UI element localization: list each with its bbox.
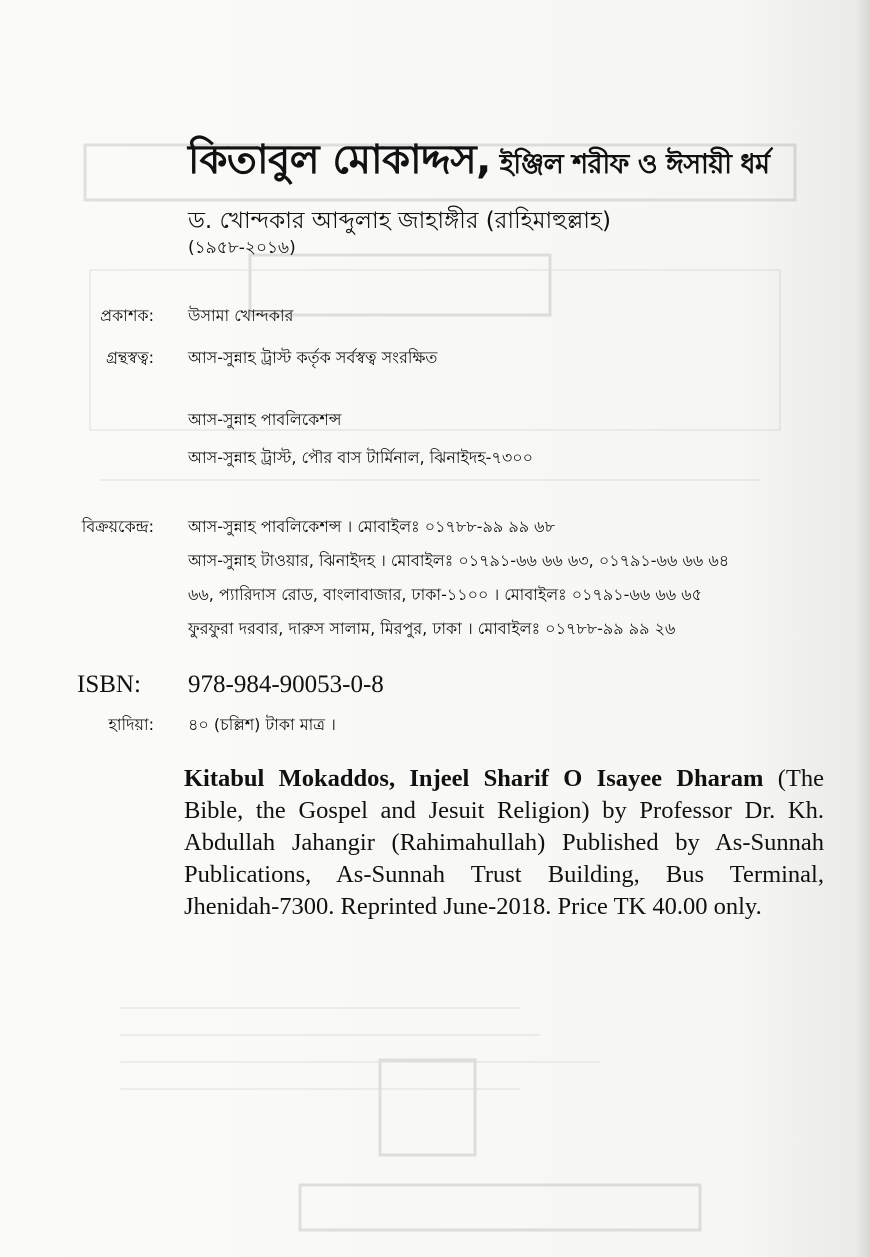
price-value: ৪০ (চল্লিশ) টাকা মাত্র । xyxy=(188,715,336,734)
copyright-value: আস-সুন্নাহ ট্রাস্ট কর্তৃক সর্বস্বত্ব সংরক্ষিত xyxy=(188,348,438,367)
english-colophon xyxy=(184,763,824,923)
sales-line: ৬৬, প্যারিদাস রোড, বাংলাবাজার, ঢাকা-১১০০ । মোবাইলঃ ০১৭৯১-৬৬ ৬৬ ৬৫ xyxy=(188,585,703,604)
isbn-value: 978-984-90053-0-8 xyxy=(188,671,384,698)
author-name: ড. খোন্দকার আব্দুলাহ জাহাঙ্গীর (রাহিমাহুল্লাহ) xyxy=(188,208,611,234)
page-gutter-shadow xyxy=(856,0,870,1257)
publication-address: আস-সুন্নাহ ট্রাস্ট, পৌর বাস টার্মিনাল, ঝিনাইদহ-৭৩০০ xyxy=(188,448,534,467)
sales-line: আস-সুন্নাহ টাওয়ার, ঝিনাইদহ । মোবাইলঃ ০১৭৯১-৬৬ ৬৬ ৬৩, ০১৭৯১-৬৬ ৬৬ ৬৪ xyxy=(188,551,730,570)
sales-label: বিক্রয়কেন্দ্র: xyxy=(81,517,154,536)
book-title-rest: ইঞ্জিল শরীফ ও ঈসায়ী ধর্ম xyxy=(490,149,770,180)
publisher-label: প্রকাশক: xyxy=(100,306,154,325)
author-years: (১৯৫৮-২০১৬) xyxy=(188,238,296,258)
english-title: Kitabul Mokaddos, Injeel Sharif O Isayee Dharam xyxy=(184,765,764,792)
copyright-label: গ্রন্থস্বত্ব: xyxy=(106,348,154,367)
book-title-main: কিতাবুল মোকাদ্দস, xyxy=(188,137,491,183)
publication-name: আস-সুন্নাহ পাবলিকেশন্স xyxy=(188,410,342,429)
book-title xyxy=(188,128,770,195)
isbn-label: ISBN: xyxy=(77,671,141,698)
price-label: হাদিয়া: xyxy=(108,715,154,734)
english-body: (The Bible, the Gospel and Jesuit Religion) by Professor Dr. Kh. Abdullah Jahangir (Rahimahullah) Published by As-Sunnah Publications, As-Sunnah Trust Building, Bus Terminal, Jhenidah-7300. Reprinted June-2018. Price TK 40.00 only. xyxy=(184,765,825,920)
publisher-value: উসামা খোন্দকার xyxy=(188,306,294,325)
sales-line: আস-সুন্নাহ পাবলিকেশন্স । মোবাইলঃ ০১৭৮৮-৯৯ ৯৯ ৬৮ xyxy=(188,517,555,536)
sales-line: ফুরফুরা দরবার, দারুস সালাম, মিরপুর, ঢাকা । মোবাইলঃ ০১৭৮৮-৯৯ ৯৯ ২৬ xyxy=(188,619,676,638)
